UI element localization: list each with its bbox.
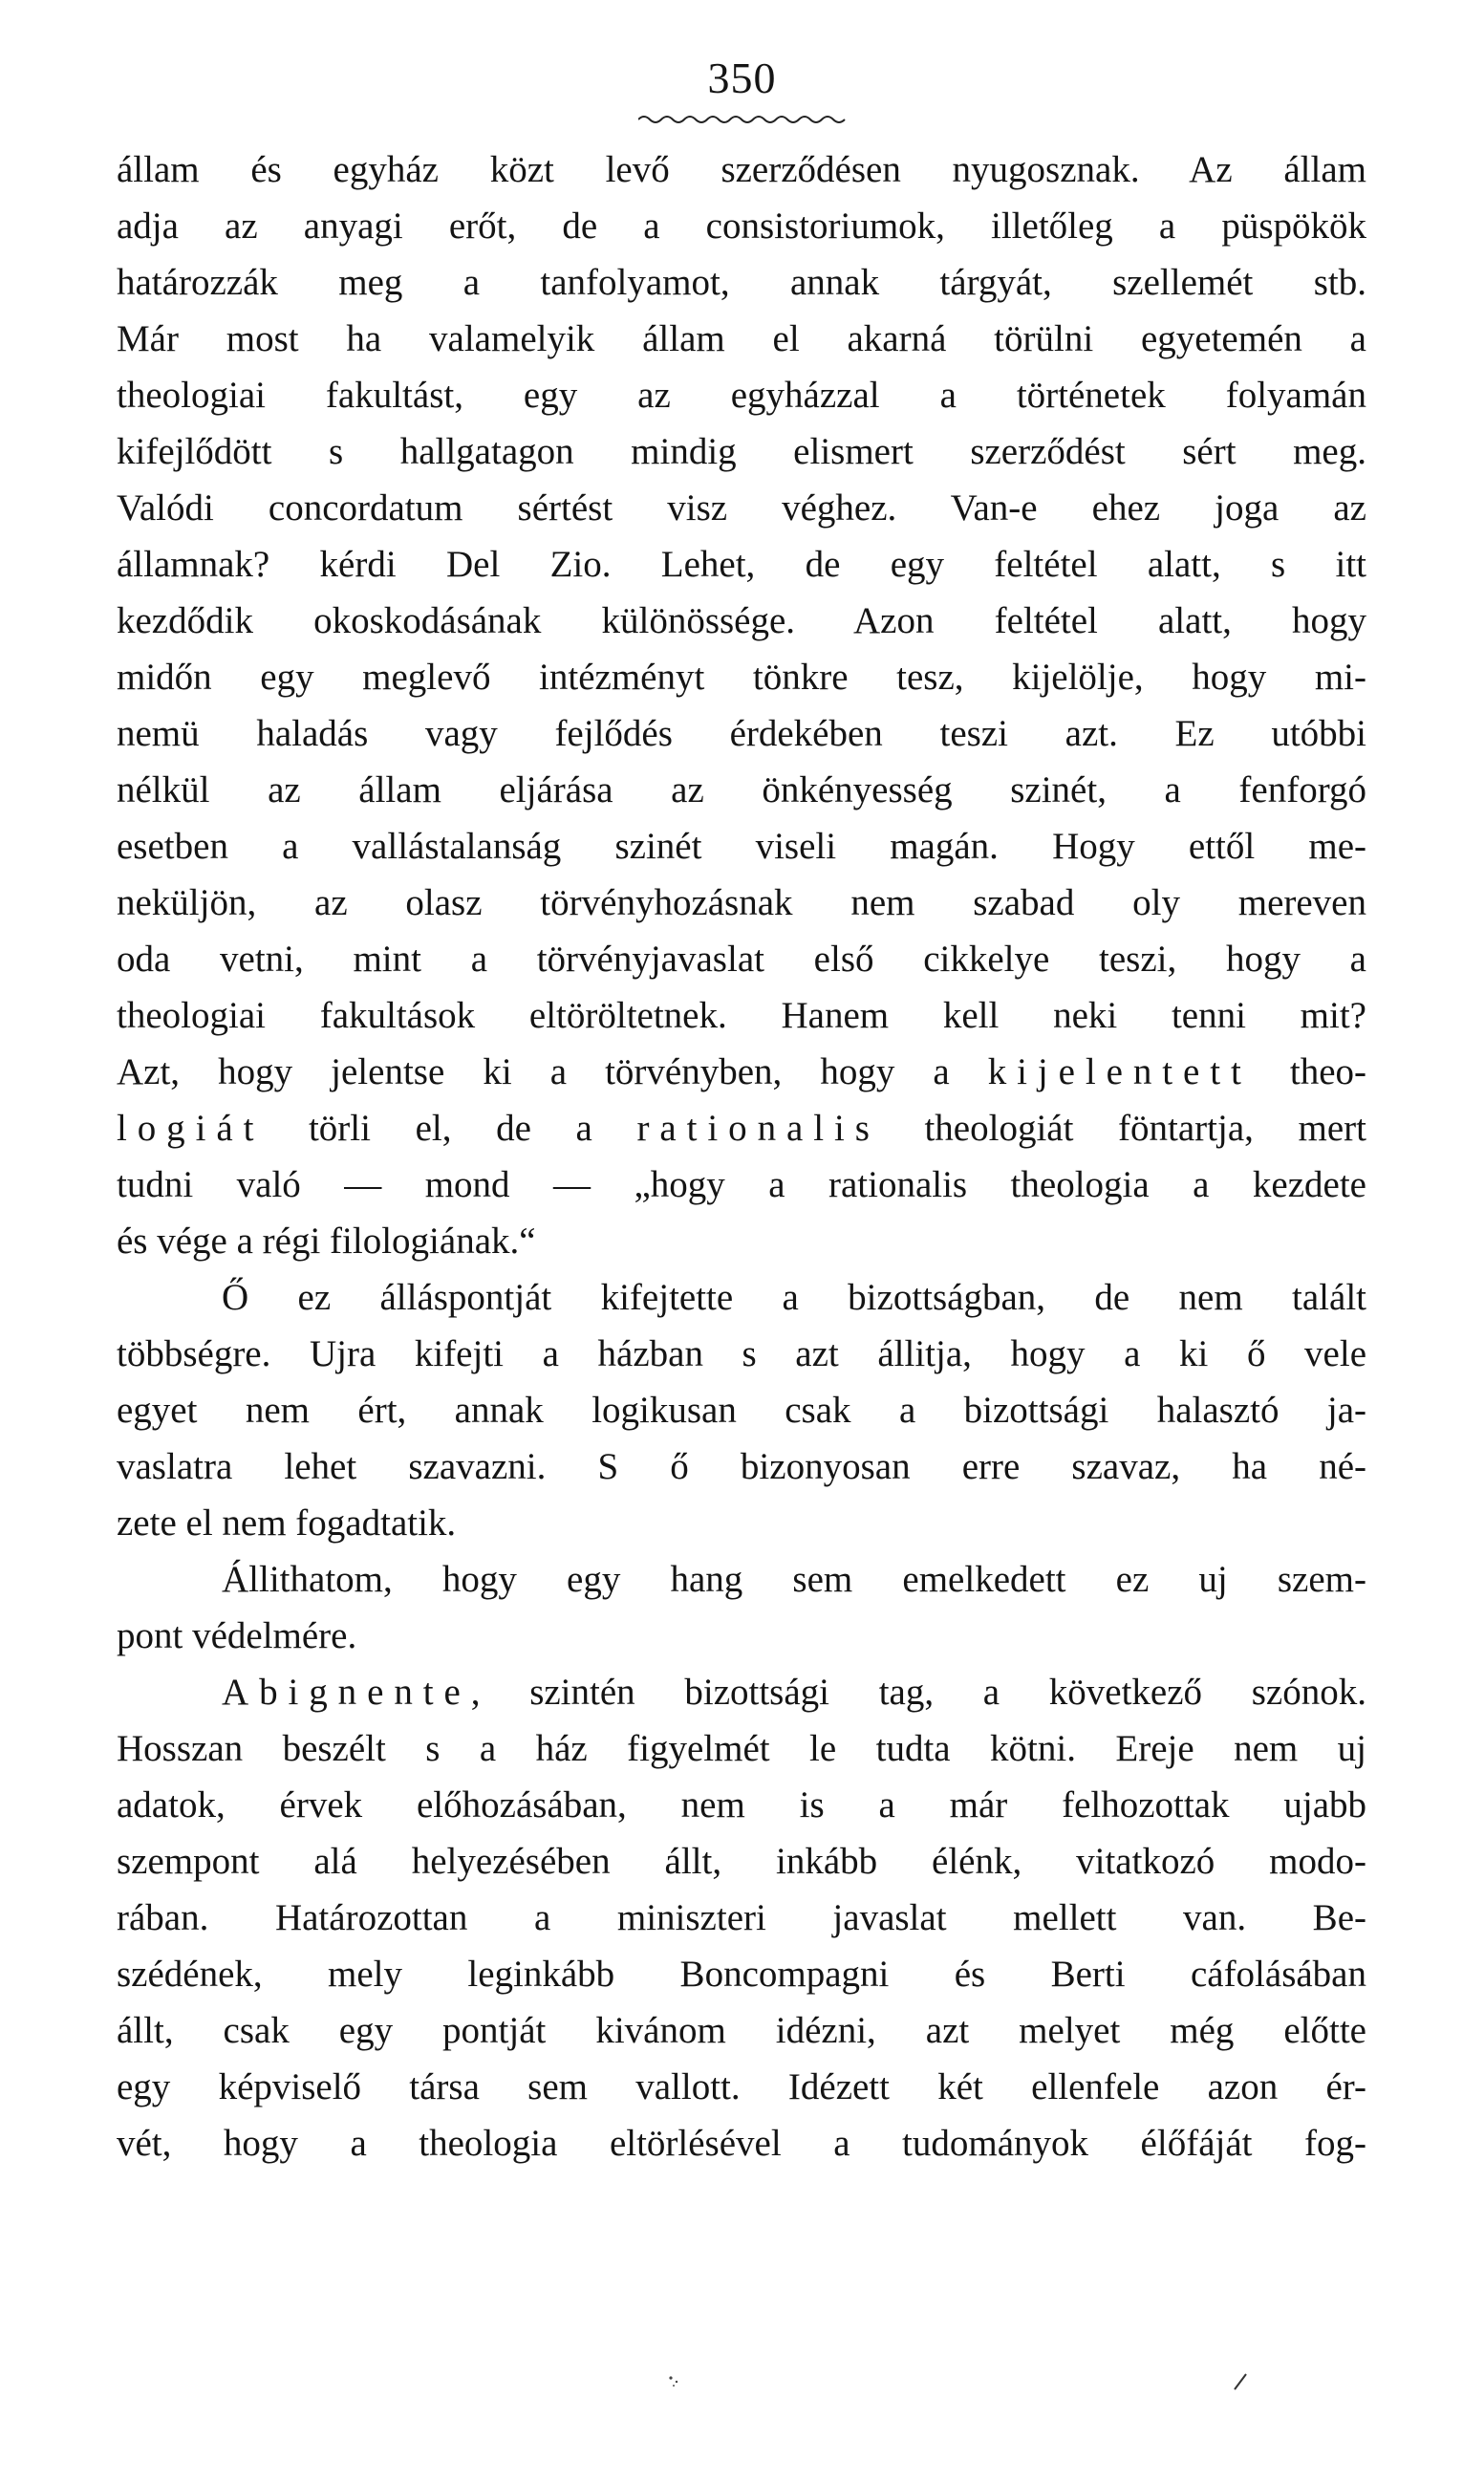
text-segment: Azt, hogy jelentse ki a törvényben, hogy a bbox=[117, 1051, 988, 1092]
text-line: tudni való — mond — „hogy a rationalis theologia a kezdete bbox=[117, 1164, 1366, 1205]
text-line: többségre. Ujra kifejti a házban s azt állitja, hogy a ki ő vele bbox=[117, 1333, 1366, 1374]
paragraph-start-line: Állithatom, hogy egy hang sem emelkedett ez uj szem- bbox=[222, 1559, 1366, 1600]
text-line: esetben a vallástalanság szinét viseli magán. Hogy ettől me- bbox=[117, 826, 1366, 867]
emphasized-word: kijelentett bbox=[987, 1051, 1252, 1092]
text-line: rában. Határozottan a miniszteri javaslat mellett van. Be- bbox=[117, 1897, 1366, 1938]
text-line: Hosszan beszélt s a ház figyelmét le tudta kötni. Ereje nem uj bbox=[117, 1728, 1366, 1769]
paragraph-end-line: és vége a régi filologiának.“ bbox=[117, 1221, 536, 1262]
emphasized-word: logiát bbox=[117, 1108, 265, 1149]
page-number: 350 bbox=[707, 54, 777, 102]
text-line: állam és egyház közt levő szerződésen nyugosznak. Az állam bbox=[117, 149, 1366, 190]
text-segment: , szintén bizottsági tag, a következő szónok. bbox=[470, 1672, 1366, 1713]
text-line: szédének, mely leginkább Boncompagni és Berti cáfolásában bbox=[117, 1954, 1366, 1995]
ornamental-rule bbox=[638, 113, 849, 126]
text-line: államnak? kérdi Del Zio. Lehet, de egy feltétel alatt, s itt bbox=[117, 544, 1366, 585]
text-line: theologiai fakultást, egy az egyházzal a történetek folyamán bbox=[117, 375, 1366, 416]
text-line: adatok, érvek előhozásában, nem is a már felhozottak ujabb bbox=[117, 1784, 1366, 1826]
paragraph-end-line: zete el nem fogadtatik. bbox=[117, 1502, 457, 1544]
text-segment: theo- bbox=[1251, 1051, 1366, 1092]
text-segment: törli el, de a bbox=[264, 1108, 637, 1149]
text-line: kifejlődött s hallgatagon mindig elismert szerződést sért meg. bbox=[117, 431, 1366, 472]
body-text bbox=[117, 141, 1366, 2172]
paragraph-end-line: pont védelmére. bbox=[117, 1615, 357, 1656]
text-line: vét, hogy a theologia eltörlésével a tudományok élőfáját fog- bbox=[117, 2123, 1366, 2164]
text-line: adja az anyagi erőt, de a consistoriumok, illetőleg a püspökök bbox=[117, 205, 1366, 247]
text-line: nemü haladás vagy fejlődés érdekében teszi azt. Ez utóbbi bbox=[117, 713, 1366, 754]
text-line: vaslatra lehet szavazni. S ő bizonyosan erre szavaz, ha né- bbox=[117, 1446, 1366, 1487]
text-line: oda vetni, mint a törvényjavaslat első cikkelye teszi, hogy a bbox=[117, 939, 1366, 980]
emphasized-word: rationalis bbox=[636, 1108, 880, 1149]
text-line: nélkül az állam eljárása az önkényesség szinét, a fenforgó bbox=[117, 769, 1366, 810]
text-line: midőn egy meglevő intézményt tönkre tesz, kijelölje, hogy mi- bbox=[117, 657, 1366, 698]
paragraph-start-line bbox=[117, 1664, 1366, 1720]
text-line: Már most ha valamelyik állam el akarná törülni egyetemén a bbox=[117, 318, 1366, 359]
text-line: állt, csak egy pontját kivánom idézni, azt melyet még előtte bbox=[117, 2010, 1366, 2051]
text-line: neküljön, az olasz törvényhozásnak nem szabad oly mereven bbox=[117, 882, 1366, 923]
text-line bbox=[117, 1100, 1366, 1156]
text-segment: theologiát föntartja, mert bbox=[879, 1108, 1366, 1149]
text-line: theologiai fakultások eltöröltetnek. Hanem kell neki tenni mit? bbox=[117, 995, 1366, 1036]
print-specks bbox=[659, 2361, 1309, 2399]
speaker-name: Abignente bbox=[222, 1672, 471, 1713]
text-line: egy képviselő társa sem vallott. Idézett két ellenfele azon ér- bbox=[117, 2066, 1366, 2107]
text-line: határozzák meg a tanfolyamot, annak tárgyát, szellemét stb. bbox=[117, 262, 1366, 303]
text-line: egyet nem ért, annak logikusan csak a bizottsági halasztó ja- bbox=[117, 1390, 1366, 1431]
paragraph-start-line: Ő ez álláspontját kifejtette a bizottságban, de nem talált bbox=[222, 1277, 1366, 1318]
text-line: kezdődik okoskodásának különössége. Azon feltétel alatt, hogy bbox=[117, 600, 1366, 641]
text-line bbox=[117, 1044, 1366, 1100]
text-line: szempont alá helyezésében állt, inkább élénk, vitatkozó modo- bbox=[117, 1841, 1366, 1882]
text-line: Valódi concordatum sértést visz véghez. Van-e ehez joga az bbox=[117, 487, 1366, 529]
